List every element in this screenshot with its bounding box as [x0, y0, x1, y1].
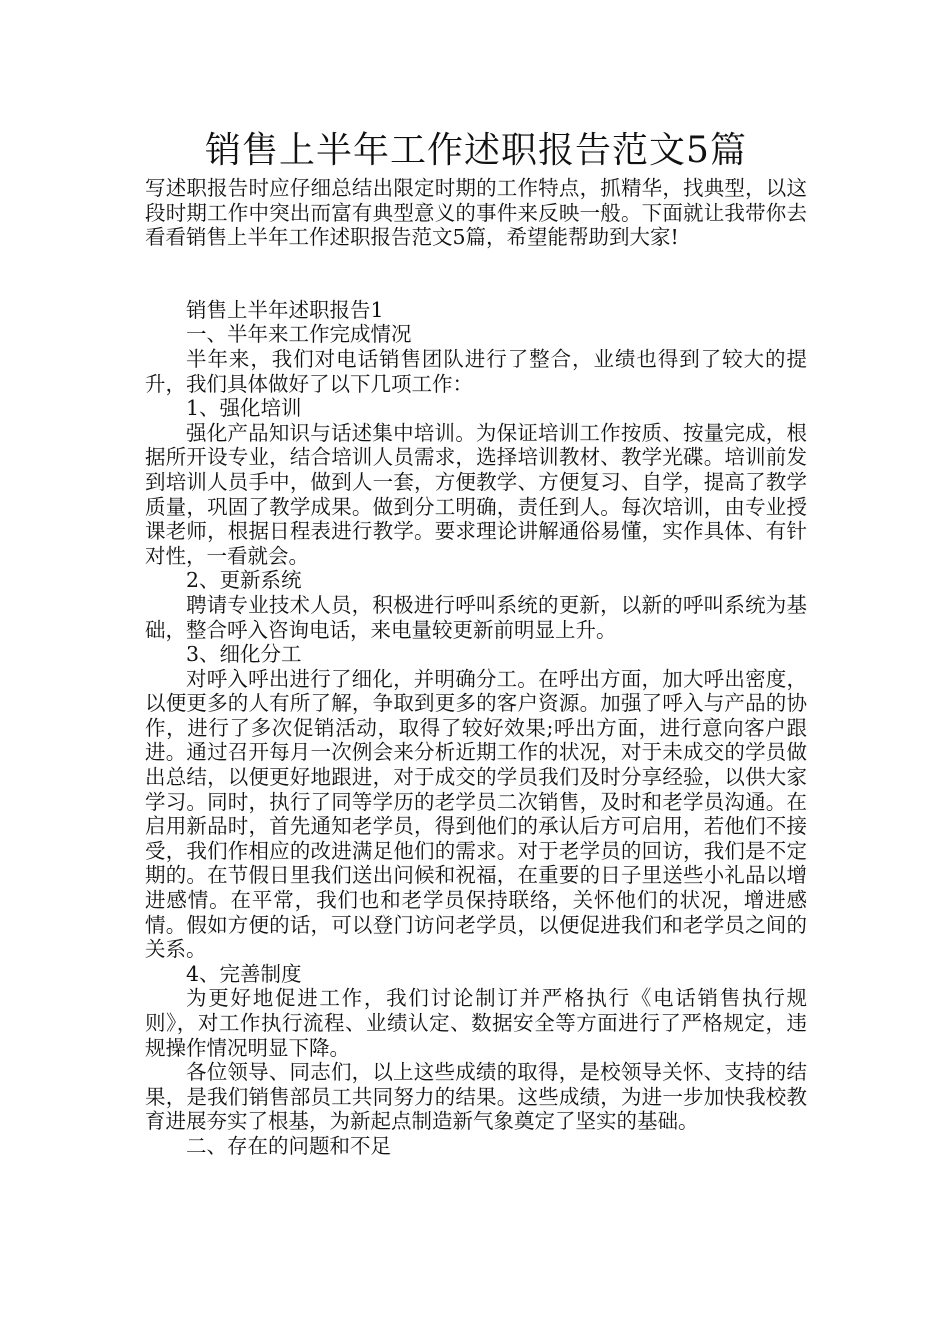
body-paragraph: 聘请专业技术人员，积极进行呼叫系统的更新，以新的呼叫系统为基础，整合呼入咨询电话，来电量较更新前明显上升。 [145, 592, 807, 642]
body-paragraph: 半年来，我们对电话销售团队进行了整合，业绩也得到了较大的提升，我们具体做好了以下几项工作： [145, 346, 807, 396]
body-paragraph: 为更好地促进工作，我们讨论制订并严格执行《电话销售执行规则》，对工作执行流程、业绩认定、数据安全等方面进行了严格规定，违规操作情况明显下降。 [145, 986, 807, 1060]
intro-paragraph: 写述职报告时应仔细总结出限定时期的工作特点，抓精华，找典型，以这段时期工作中突出而富有典型意义的事件来反映一般。下面就让我带你去看看销售上半年工作述职报告范文5篇，希望能帮助到大家! [145, 176, 807, 250]
subheading-training: 1、强化培训 [186, 396, 302, 421]
body-paragraph: 强化产品知识与话述集中培训。为保证培训工作按质、按量完成，根据所开设专业，结合培训人员需求，选择培训教材、教学光碟。培训前发到培训人员手中，做到人一套，方便教学、方便复习、自学，提高了教学质量，巩固了教学成果。做到分工明确，责任到人。每次培训，由专业授课老师，根据日程表进行教学。要求理论讲解通俗易懂，实作具体、有针对性，一看就会。 [145, 420, 807, 568]
document-page [145, 128, 807, 1159]
section-heading-problems: 二、存在的问题和不足 [186, 1133, 391, 1158]
paragraph-gap [145, 250, 807, 298]
subheading-division: 3、细化分工 [186, 642, 302, 667]
subheading-rules: 4、完善制度 [186, 961, 302, 986]
section-heading-completion: 一、半年来工作完成情况 [186, 322, 412, 347]
body-paragraph: 各位领导、同志们，以上这些成绩的取得，是校领导关怀、支持的结果，是我们销售部员工共同努力的结果。这些成绩，为进一步加快我校教育进展夯实了根基，为新起点制造新气象奠定了坚实的基础。 [145, 1060, 807, 1134]
subheading-system: 2、更新系统 [186, 568, 302, 593]
report-heading: 销售上半年述职报告1 [186, 297, 384, 322]
body-paragraph: 对呼入呼出进行了细化，并明确分工。在呼出方面，加大呼出密度，以便更多的人有所了解，争取到更多的客户资源。加强了呼入与产品的协作，进行了多次促销活动，取得了较好效果;呼出方面，进行意向客户跟进。通过召开每月一次例会来分析近期工作的状况，对于未成交的学员做出总结，以便更好地跟进，对于成交的学员我们及时分享经验，以供大家学习。同时，执行了同等学历的老学员二次销售，及时和老学员沟通。在启用新品时，首先通知老学员，得到他们的承认后方可启用，若他们不接受，我们作相应的改进满足他们的需求。对于老学员的回访，我们是不定期的。在节假日里我们送出问候和祝福，在重要的日子里送些小礼品以增进感情。在平常，我们也和老学员保持联络，关怀他们的状况，增进感情。假如方便的话，可以登门访问老学员，以便促进我们和老学员之间的关系。 [145, 666, 807, 962]
document-title: 销售上半年工作述职报告范文5篇 [205, 130, 747, 171]
